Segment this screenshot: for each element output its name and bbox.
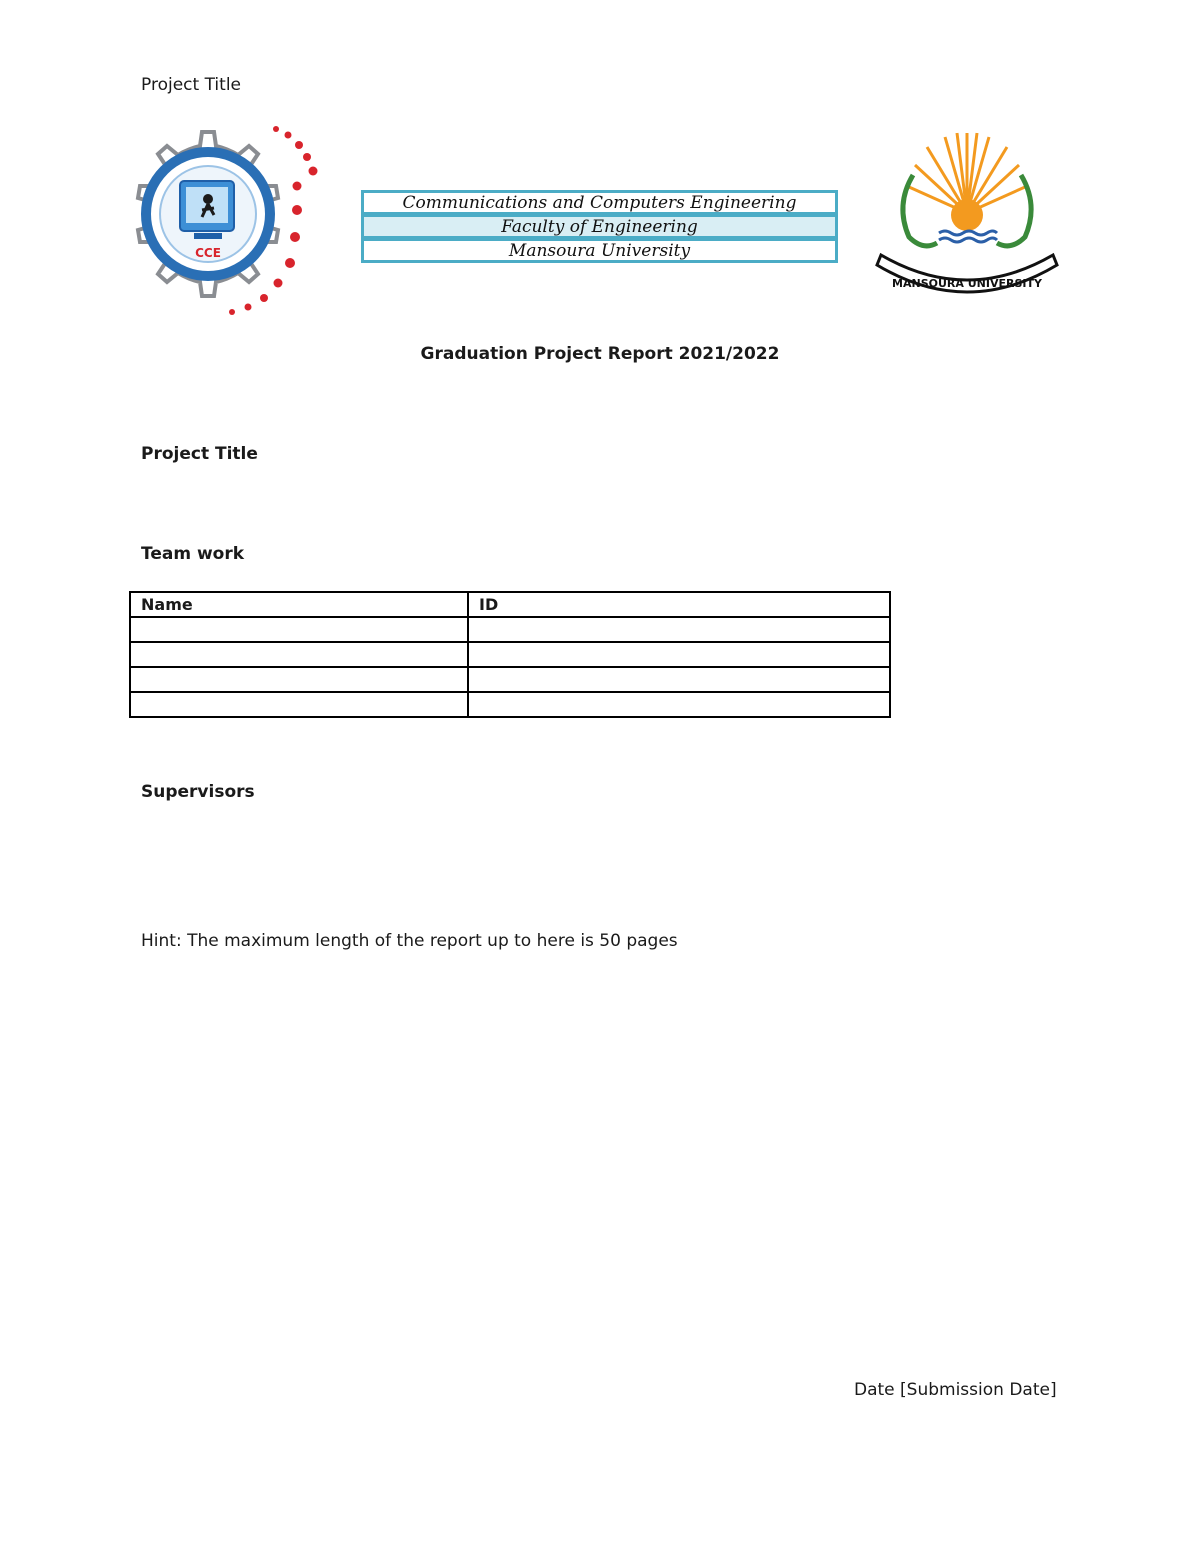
table-row [130, 667, 890, 692]
table-header-row [130, 592, 890, 617]
top-project-title: Project Title [141, 75, 241, 95]
department-name: Communications and Computers Engineering [361, 190, 838, 215]
wreath-left-icon [903, 175, 937, 246]
project-title-label: Project Title [141, 444, 258, 464]
id-cell[interactable] [468, 617, 890, 642]
id-column-header: ID [468, 592, 890, 617]
cce-program-logo [62, 115, 352, 320]
wreath-right-icon [997, 175, 1031, 246]
mansoura-university-logo [875, 125, 1060, 315]
name-cell[interactable] [130, 617, 468, 642]
submission-date: Date [Submission Date] [854, 1380, 1057, 1400]
supervisors-label: Supervisors [141, 782, 255, 802]
water-icon [939, 231, 997, 242]
name-cell[interactable] [130, 692, 468, 717]
university-name: Mansoura University [361, 238, 838, 263]
table-row [130, 692, 890, 717]
id-cell[interactable] [468, 642, 890, 667]
hint-text: Hint: The maximum length of the report up to here is 50 pages [141, 931, 678, 951]
svg-text:CCE: CCE [195, 246, 221, 260]
table-row [130, 642, 890, 667]
report-title: Graduation Project Report 2021/2022 [420, 344, 780, 364]
sun-icon [951, 199, 983, 231]
name-cell[interactable] [130, 642, 468, 667]
name-cell[interactable] [130, 667, 468, 692]
computer-icon [180, 181, 234, 239]
faculty-name: Faculty of Engineering [361, 214, 838, 239]
name-column-header: Name [130, 592, 468, 617]
institution-box [361, 190, 838, 263]
id-cell[interactable] [468, 692, 890, 717]
id-cell[interactable] [468, 667, 890, 692]
svg-text:MANSOURA UNIVERSITY: MANSOURA UNIVERSITY [892, 277, 1042, 290]
team-work-label: Team work [141, 544, 245, 564]
team-table [129, 591, 891, 718]
table-row [130, 617, 890, 642]
